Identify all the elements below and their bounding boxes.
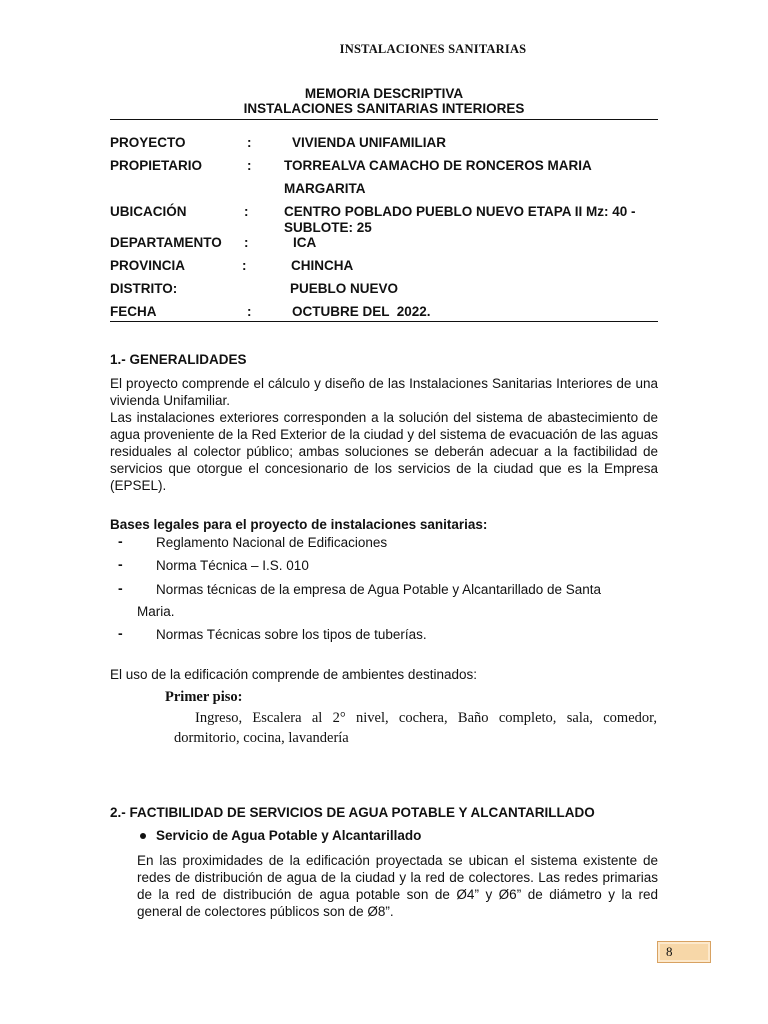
info-value-propietario-cont: MARGARITA — [284, 181, 366, 196]
info-label-distrito: DISTRITO: — [110, 281, 178, 296]
info-label-fecha: FECHA — [110, 304, 157, 319]
bases-legales-heading: Bases legales para el proyecto de instalaciones sanitarias: — [110, 517, 488, 532]
section-2-paragraph: En las proximidades de la edificación proyectada se ubican el sistema existente de redes de distribución de agua de la ciudad y la red de colectores. Las redes primarias de la red de distribución de agua potable son de Ø4” y Ø6” de diámetro y la red general de colectores públicos son de Ø8”. — [137, 853, 658, 919]
document-title: MEMORIA DESCRIPTIVA — [304, 86, 464, 101]
info-value-provincia: CHINCHA — [291, 258, 354, 273]
primer-piso-line-2: dormitorio, cocina, lavandería — [174, 730, 349, 746]
info-label-departamento: DEPARTAMENTO — [110, 235, 222, 250]
info-value-proyecto: VIVIENDA UNIFAMILIAR — [292, 135, 447, 150]
uso-edificacion-text: El uso de la edificación comprende de ambientes destinados: — [110, 667, 477, 682]
info-value-departamento: ICA — [293, 235, 317, 250]
info-value-ubicacion: CENTRO POBLADO PUEBLO NUEVO ETAPA II Mz: 40 - — [284, 204, 636, 219]
list-item-continuation: Maria. — [137, 604, 175, 619]
info-value-fecha: OCTUBRE DEL 2022. — [292, 304, 431, 319]
list-item: Norma Técnica – I.S. 010 — [156, 558, 309, 573]
section-1-paragraph-2: Las instalaciones exteriores corresponden a la solución del sistema de abastecimiento de agua proveniente de la Red Exterior de la ciudad y del sistema de evacuación de las aguas residuales al colector público; ambas soluciones se deberán adecuar a la factibilidad de servicios que otorgue el concesionario de los servicios de la ciudad que es la Empresa (EPSEL). — [110, 410, 658, 493]
list-dash: - — [118, 625, 123, 641]
info-label-proyecto: PROYECTO — [110, 135, 186, 150]
info-label-ubicacion: UBICACIÓN — [110, 204, 187, 219]
running-header: INSTALACIONES SANITARIAS — [339, 42, 527, 56]
list-dash: - — [118, 533, 123, 549]
section-1-paragraph-1: El proyecto comprende el cálculo y diseño de las Instalaciones Sanitarias Interiores de una vivienda Unifamiliar. — [110, 376, 658, 408]
primer-piso-heading: Primer piso: — [165, 689, 243, 705]
info-colon: : — [244, 235, 249, 250]
info-colon: : — [247, 158, 252, 173]
info-colon: : — [242, 258, 247, 273]
info-value-ubicacion-cont: SUBLOTE: 25 — [284, 220, 372, 235]
list-item: Normas Técnicas sobre los tipos de tuberías. — [156, 627, 427, 642]
section-1-heading: 1.- GENERALIDADES — [110, 352, 247, 367]
bottom-rule — [110, 321, 658, 322]
info-label-propietario: PROPIETARIO — [110, 158, 203, 173]
info-label-provincia: PROVINCIA — [110, 258, 186, 273]
info-colon: : — [247, 304, 252, 319]
info-colon: : — [244, 204, 249, 219]
info-colon: : — [247, 135, 252, 150]
primer-piso-line-1: Ingreso, Escalera al 2° nivel, cochera, Baño completo, sala, comedor, — [195, 710, 657, 726]
top-rule — [110, 119, 658, 120]
list-item: Normas técnicas de la empresa de Agua Potable y Alcantarillado de Santa — [156, 582, 602, 597]
section-2-heading: 2.- FACTIBILIDAD DE SERVICIOS DE AGUA POTABLE Y ALCANTARILLADO — [110, 805, 595, 820]
info-value-distrito: PUEBLO NUEVO — [290, 281, 399, 296]
document-subtitle: INSTALACIONES SANITARIAS INTERIORES — [243, 101, 525, 116]
list-dash: - — [118, 580, 123, 596]
section-2-bullet: Servicio de Agua Potable y Alcantarillado — [156, 828, 422, 843]
list-item: Reglamento Nacional de Edificaciones — [156, 535, 388, 550]
bullet-icon — [140, 833, 146, 839]
info-value-propietario: TORREALVA CAMACHO DE RONCEROS MARIA — [284, 158, 592, 173]
page-number: 8 — [657, 941, 711, 963]
list-dash: - — [118, 556, 123, 572]
